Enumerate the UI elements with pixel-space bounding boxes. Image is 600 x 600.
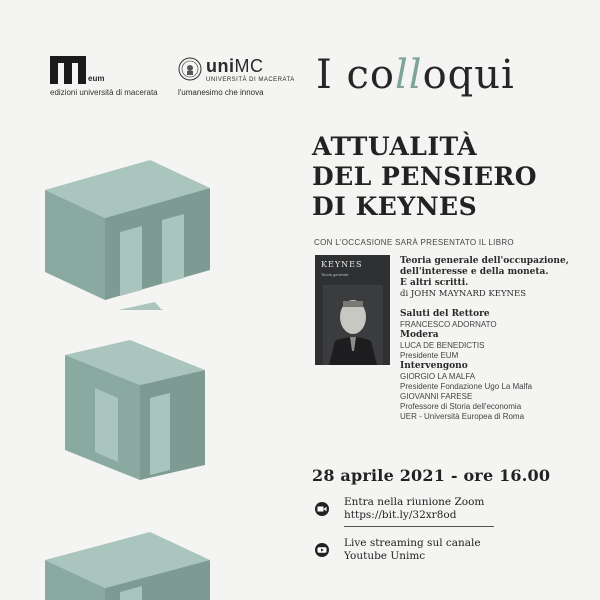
cube-shape-3 — [0, 510, 220, 600]
saluti-label: Saluti del Rettore — [400, 309, 490, 319]
event-title-line: ATTUALITÀ — [312, 132, 478, 161]
eum-logo-icon — [50, 56, 86, 84]
cube-shape-2 — [0, 330, 220, 490]
play-button-icon — [314, 543, 330, 557]
divider — [344, 526, 494, 527]
keynes-portrait — [323, 285, 383, 365]
modera-label: Modera — [400, 330, 439, 340]
youtube-link-row[interactable] — [314, 537, 494, 571]
book-title-line: Teoria generale dell'occupazione, — [400, 256, 569, 266]
youtube-link-text[interactable]: Live streaming sul canale Youtube Unimc — [344, 537, 481, 562]
book-cover-subtitle: Teoria generale — [321, 272, 349, 277]
speaker-role: Presidente Fondazione Ugo La Malfa — [400, 382, 533, 391]
saluti-name: FRANCESCO ADORNATO — [400, 320, 497, 329]
intervengono-label: Intervengono — [400, 361, 468, 371]
speaker-name: GIOVANNI FARESE — [400, 392, 473, 401]
event-title — [312, 132, 537, 222]
modera-role: Presidente EUM — [400, 351, 459, 360]
book-title-line: dell'interesse e della moneta. — [400, 267, 549, 277]
book-cover-image — [315, 255, 390, 365]
unimc-motto: l'umanesimo che innova — [178, 88, 264, 97]
cube-shape-1 — [0, 150, 220, 310]
speaker-name: GIORGIO LA MALFA — [400, 372, 476, 381]
book-cover-title: KEYNES — [321, 260, 363, 269]
program-info — [400, 256, 590, 422]
event-title-line: DI KEYNES — [312, 192, 478, 221]
book-title-line: E altri scritti. — [400, 278, 469, 288]
eum-logo-tag: eum — [88, 74, 105, 83]
unimc-seal-icon — [178, 57, 202, 81]
event-datetime: 28 aprile 2021 - ore 16.00 — [312, 466, 551, 485]
event-title-line: DEL PENSIERO — [312, 162, 538, 191]
eum-logo-text: edizioni università di macerata — [50, 88, 158, 97]
book-author: di JOHN MAYNARD KEYNES — [400, 289, 527, 299]
speaker-role: UER - Università Europea di Roma — [400, 412, 525, 421]
modera-name: LUCA DE BENEDICTIS — [400, 341, 485, 350]
zoom-link-row[interactable] — [314, 496, 494, 530]
series-title: I colloqui — [316, 52, 515, 98]
unimc-logo-wordmark: uniMC — [206, 56, 264, 76]
unimc-logo-subtitle: UNIVERSITÀ DI MACERATA — [206, 77, 295, 83]
book-presentation-note: CON L'OCCASIONE SARÀ PRESENTATO IL LIBRO — [314, 238, 514, 247]
zoom-link-text[interactable]: Entra nella riunione Zoom https://bit.ly/32xr8od — [344, 496, 485, 521]
video-camera-icon — [314, 502, 330, 516]
speaker-role: Professore di Storia dell'economia — [400, 402, 522, 411]
